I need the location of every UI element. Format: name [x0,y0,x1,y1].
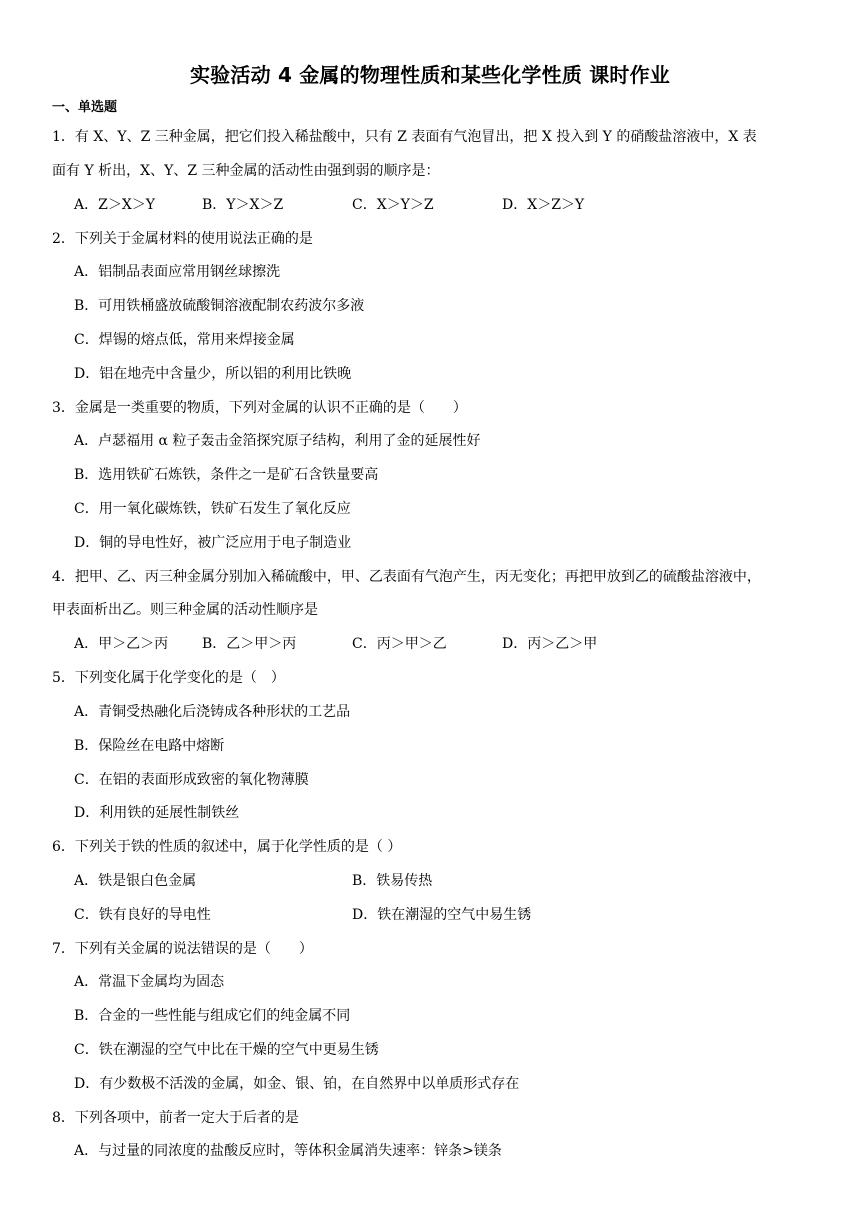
question-5-stem: 5．下列变化属于化学变化的是（ ） [52,670,285,686]
question-6-option-c: C．铁有良好的导电性 [74,907,211,923]
question-8-stem: 8．下列各项中，前者一定大于后者的是 [52,1110,299,1126]
question-2-option-c: C．焊锡的熔点低，常用来焊接金属 [74,332,295,348]
question-2-option-a: A．铝制品表面应常用钢丝球擦洗 [74,264,281,280]
question-1-stem-line-2: 面有 Y 析出，X、Y、Z 三种金属的活动性由强到弱的顺序是： [52,163,440,179]
question-3-option-d: D．铜的导电性好，被广泛应用于电子制造业 [74,535,352,551]
question-1-option-a: A．Z＞X＞Y [74,197,156,213]
question-8-option-a: A．与过量的同浓度的盐酸反应时，等体积金属消失速率：锌条>镁条 [74,1143,502,1159]
question-3-option-c: C．用一氧化碳炼铁，铁矿石发生了氧化反应 [74,501,351,517]
question-6-option-d: D．铁在潮湿的空气中易生锈 [352,907,532,923]
question-4-stem-line-1: 4．把甲、乙、丙三种金属分别加入稀硫酸中，甲、乙表面有气泡产生，丙无变化；再把甲放到乙的硫酸盐溶液中， [52,569,761,585]
question-2-option-d: D．铝在地壳中含量少，所以铝的利用比铁晚 [74,366,352,382]
question-4-option-a: A．甲＞乙＞丙 [74,636,169,652]
question-7-option-a: A．常温下金属均为固态 [74,974,225,990]
question-1-option-d: D．X＞Z＞Y [502,197,585,213]
page-title: 实验活动 4 金属的物理性质和某些化学性质 课时作业 [189,63,670,87]
question-5-option-d: D．利用铁的延展性制铁丝 [74,805,240,821]
question-3-option-b: B．选用铁矿石炼铁，条件之一是矿石含铁量要高 [74,467,379,483]
question-5-option-c: C．在铝的表面形成致密的氧化物薄膜 [74,772,309,788]
question-6-option-b: B．铁易传热 [352,873,433,889]
question-7-option-b: B．合金的一些性能与组成它们的纯金属不同 [74,1008,351,1024]
question-2-option-b: B．可用铁桶盛放硫酸铜溶液配制农药波尔多液 [74,298,365,314]
question-2-stem: 2．下列关于金属材料的使用说法正确的是 [52,231,313,247]
question-6-option-a: A．铁是银白色金属 [74,873,197,889]
question-1-stem-line-1: 1．有 X、Y、Z 三种金属，把它们投入稀盐酸中，只有 Z 表面有气泡冒出，把 X 投入到 Y 的硝酸盐溶液中，X 表 [52,129,757,145]
section-heading: 一、单选题 [52,100,118,115]
question-7-option-d: D．有少数极不活泼的金属，如金、银、铂，在自然界中以单质形式存在 [74,1076,520,1092]
question-1-option-b: B．Y＞X＞Z [202,197,284,213]
question-3-stem: 3．金属是一类重要的物质，下列对金属的认识不正确的是（ ） [52,400,467,416]
question-5-option-b: B．保险丝在电路中熔断 [74,738,225,754]
question-4-stem-line-2: 甲表面析出乙。则三种金属的活动性顺序是 [52,602,318,618]
question-4-option-c: C．丙＞甲＞乙 [352,636,447,652]
question-7-option-c: C．铁在潮湿的空气中比在干燥的空气中更易生锈 [74,1042,379,1058]
question-3-option-a: A．卢瑟福用 α 粒子轰击金箔探究原子结构，利用了金的延展性好 [74,433,481,449]
question-7-stem: 7．下列有关金属的说法错误的是（ ） [52,941,313,957]
question-4-option-d: D．丙＞乙＞甲 [502,636,598,652]
question-6-stem: 6．下列关于铁的性质的叙述中，属于化学性质的是（ ） [52,839,402,855]
question-1-option-c: C．X＞Y＞Z [352,197,434,213]
question-4-option-b: B．乙＞甲＞丙 [202,636,297,652]
question-5-option-a: A．青铜受热融化后浇铸成各种形状的工艺品 [74,704,351,720]
